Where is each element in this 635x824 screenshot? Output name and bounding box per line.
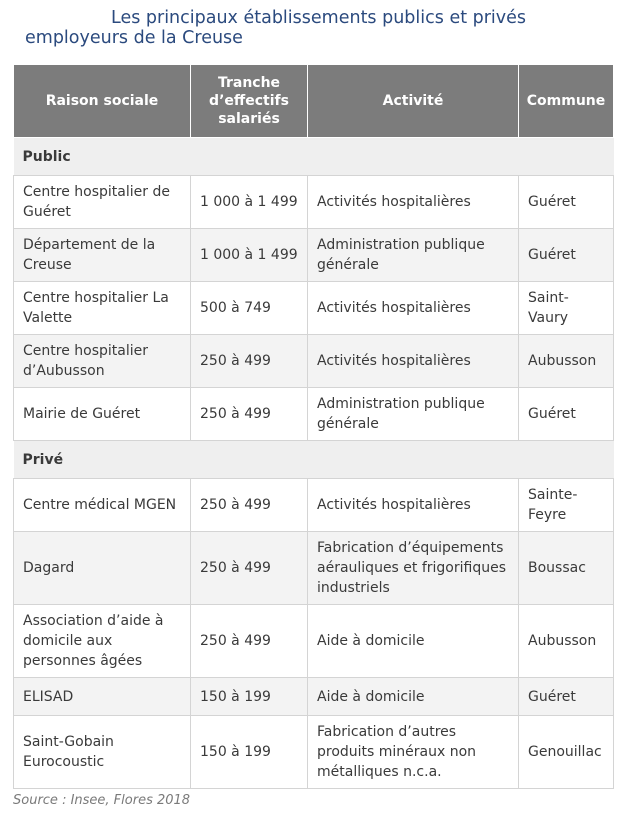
cell-raison: Centre hospitalier d’Aubusson bbox=[14, 335, 191, 388]
cell-activite: Activités hospitalières bbox=[308, 479, 519, 532]
cell-commune: Guéret bbox=[519, 176, 614, 229]
cell-tranche: 500 à 749 bbox=[191, 282, 308, 335]
table-row bbox=[14, 176, 614, 229]
cell-activite: Fabrication d’équipements aérauliques et frigorifiques industriels bbox=[308, 532, 519, 605]
cell-tranche: 1 000 à 1 499 bbox=[191, 229, 308, 282]
cell-commune: Boussac bbox=[519, 532, 614, 605]
page-title bbox=[0, 8, 635, 48]
cell-tranche: 250 à 499 bbox=[191, 335, 308, 388]
table-row bbox=[14, 532, 614, 605]
cell-tranche: 250 à 499 bbox=[191, 532, 308, 605]
cell-raison: Mairie de Guéret bbox=[14, 388, 191, 441]
cell-commune: Saint-Vaury bbox=[519, 282, 614, 335]
cell-tranche: 1 000 à 1 499 bbox=[191, 176, 308, 229]
cell-commune: Guéret bbox=[519, 388, 614, 441]
cell-raison: ELISAD bbox=[14, 678, 191, 716]
cell-activite: Administration publique générale bbox=[308, 388, 519, 441]
cell-raison: Département de la Creuse bbox=[14, 229, 191, 282]
cell-commune: Guéret bbox=[519, 229, 614, 282]
cell-tranche: 150 à 199 bbox=[191, 716, 308, 789]
cell-commune: Aubusson bbox=[519, 605, 614, 678]
col-header-commune: Commune bbox=[519, 65, 614, 138]
cell-activite: Aide à domicile bbox=[308, 605, 519, 678]
table-row bbox=[14, 716, 614, 789]
cell-tranche: 150 à 199 bbox=[191, 678, 308, 716]
cell-activite: Fabrication d’autres produits minéraux non métalliques n.c.a. bbox=[308, 716, 519, 789]
cell-commune: Sainte-Feyre bbox=[519, 479, 614, 532]
table-row bbox=[14, 229, 614, 282]
section-row-public bbox=[14, 138, 614, 176]
cell-commune: Aubusson bbox=[519, 335, 614, 388]
col-header-tranche: Tranche d’effectifs salariés bbox=[191, 65, 308, 138]
cell-tranche: 250 à 499 bbox=[191, 605, 308, 678]
section-label: Public bbox=[14, 138, 614, 176]
cell-raison: Dagard bbox=[14, 532, 191, 605]
cell-raison: Centre hospitalier de Guéret bbox=[14, 176, 191, 229]
col-header-raison-sociale: Raison sociale bbox=[14, 65, 191, 138]
table-row bbox=[14, 388, 614, 441]
cell-raison: Centre hospitalier La Valette bbox=[14, 282, 191, 335]
employers-table bbox=[13, 64, 614, 789]
table-row bbox=[14, 335, 614, 388]
cell-tranche: 250 à 499 bbox=[191, 388, 308, 441]
section-label: Privé bbox=[14, 441, 614, 479]
title-line-1: Les principaux établissements publics et privés bbox=[111, 8, 527, 28]
cell-raison: Saint-Gobain Eurocoustic bbox=[14, 716, 191, 789]
title-line-2: employeurs de la Creuse bbox=[25, 28, 243, 48]
cell-activite: Activités hospitalières bbox=[308, 335, 519, 388]
source-note: Source : Insee, Flores 2018 bbox=[13, 793, 191, 808]
cell-raison: Centre médical MGEN bbox=[14, 479, 191, 532]
table-row bbox=[14, 678, 614, 716]
table-row bbox=[14, 605, 614, 678]
table-row bbox=[14, 479, 614, 532]
section-row-prive bbox=[14, 441, 614, 479]
cell-raison: Association d’aide à domicile aux personnes âgées bbox=[14, 605, 191, 678]
col-header-activite: Activité bbox=[308, 65, 519, 138]
cell-activite: Activités hospitalières bbox=[308, 282, 519, 335]
cell-activite: Aide à domicile bbox=[308, 678, 519, 716]
table-header-row bbox=[14, 65, 614, 138]
table-row bbox=[14, 282, 614, 335]
cell-commune: Genouillac bbox=[519, 716, 614, 789]
cell-commune: Guéret bbox=[519, 678, 614, 716]
cell-tranche: 250 à 499 bbox=[191, 479, 308, 532]
cell-activite: Activités hospitalières bbox=[308, 176, 519, 229]
cell-activite: Administration publique générale bbox=[308, 229, 519, 282]
